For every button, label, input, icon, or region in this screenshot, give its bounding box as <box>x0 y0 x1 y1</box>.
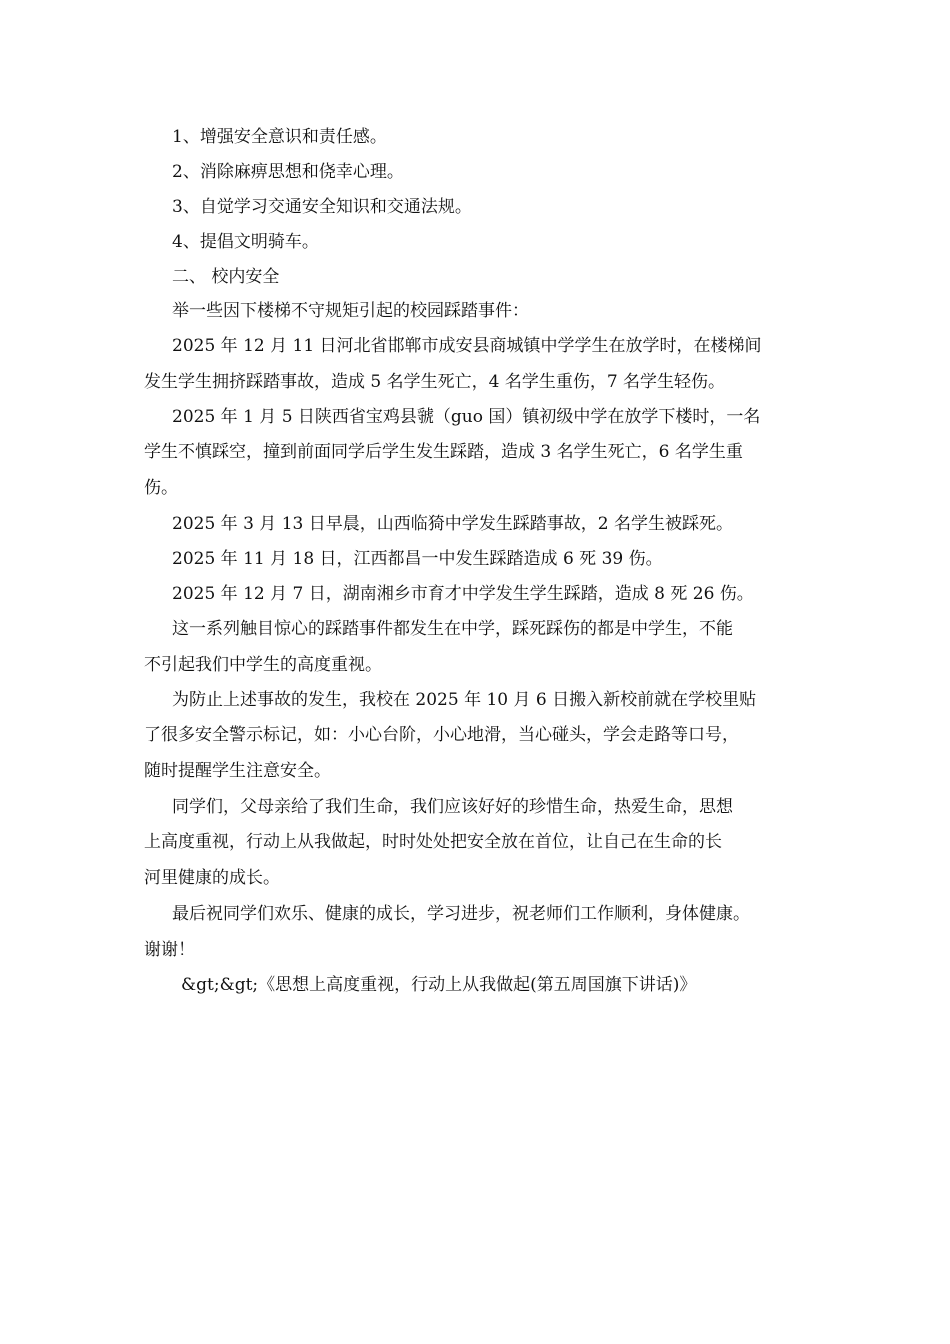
list-item-1: 1、增强安全意识和责任感。 <box>172 127 387 147</box>
paragraph-line: 随时提醒学生注意安全。 <box>144 761 331 781</box>
list-item-2: 2、消除麻痹思想和侥幸心理。 <box>172 162 404 182</box>
paragraph-line: 发生学生拥挤踩踏事故，造成 5 名学生死亡，4 名学生重伤，7 名学生轻伤。 <box>144 372 726 392</box>
paragraph-line: 河里健康的成长。 <box>144 868 280 888</box>
paragraph-line: 伤。 <box>144 478 178 498</box>
paragraph-line: 学生不慎踩空，撞到前面同学后学生发生踩踏，造成 3 名学生死亡，6 名学生重 <box>144 442 743 462</box>
paragraph-line: 上高度重视，行动上从我做起，时时处处把安全放在首位，让自己在生命的长 <box>144 832 722 852</box>
paragraph-line: 为防止上述事故的发生，我校在 2025 年 10 月 6 日搬入新校前就在学校里贴 <box>172 690 757 710</box>
paragraph-line: 这一系列触目惊心的踩踏事件都发生在中学，踩死踩伤的都是中学生，不能 <box>172 619 733 639</box>
paragraph-line: 了很多安全警示标记，如：小心台阶，小心地滑，当心碰头，学会走路等口号， <box>144 725 739 745</box>
list-item-3: 3、自觉学习交通安全知识和交通法规。 <box>172 197 472 217</box>
paragraph-line: 谢谢！ <box>144 940 195 960</box>
paragraph-line: 2025 年 3 月 13 日早晨，山西临猗中学发生踩踏事故，2 名学生被踩死。 <box>172 514 733 534</box>
paragraph-line: 最后祝同学们欢乐、健康的成长，学习进步，祝老师们工作顺利，身体健康。 <box>172 904 750 924</box>
paragraph-line: 2025 年 12 月 11 日河北省邯郸市成安县商城镇中学学生在放学时，在楼梯间 <box>172 336 762 356</box>
paragraph-line: 不引起我们中学生的高度重视。 <box>144 655 382 675</box>
paragraph-line: 2025 年 11 月 18 日，江西都昌一中发生踩踏造成 6 死 39 伤。 <box>172 549 663 569</box>
article-title-link[interactable]: &gt;&gt;《思想上高度重视，行动上从我做起(第五周国旗下讲话)》 <box>181 975 697 995</box>
paragraph-line: 举一些因下楼梯不守规矩引起的校园踩踏事件： <box>172 301 529 321</box>
section-heading: 二、 校内安全 <box>172 267 280 287</box>
paragraph-line: 2025 年 12 月 7 日，湖南湘乡市育才中学发生学生踩踏，造成 8 死 26 伤。 <box>172 584 754 604</box>
paragraph-line: 同学们，父母亲给了我们生命，我们应该好好的珍惜生命，热爱生命，思想 <box>172 797 733 817</box>
paragraph-line: 2025 年 1 月 5 日陕西省宝鸡县虢（guo 国）镇初级中学在放学下楼时，一名 <box>172 407 761 427</box>
list-item-4: 4、提倡文明骑车。 <box>172 232 319 252</box>
